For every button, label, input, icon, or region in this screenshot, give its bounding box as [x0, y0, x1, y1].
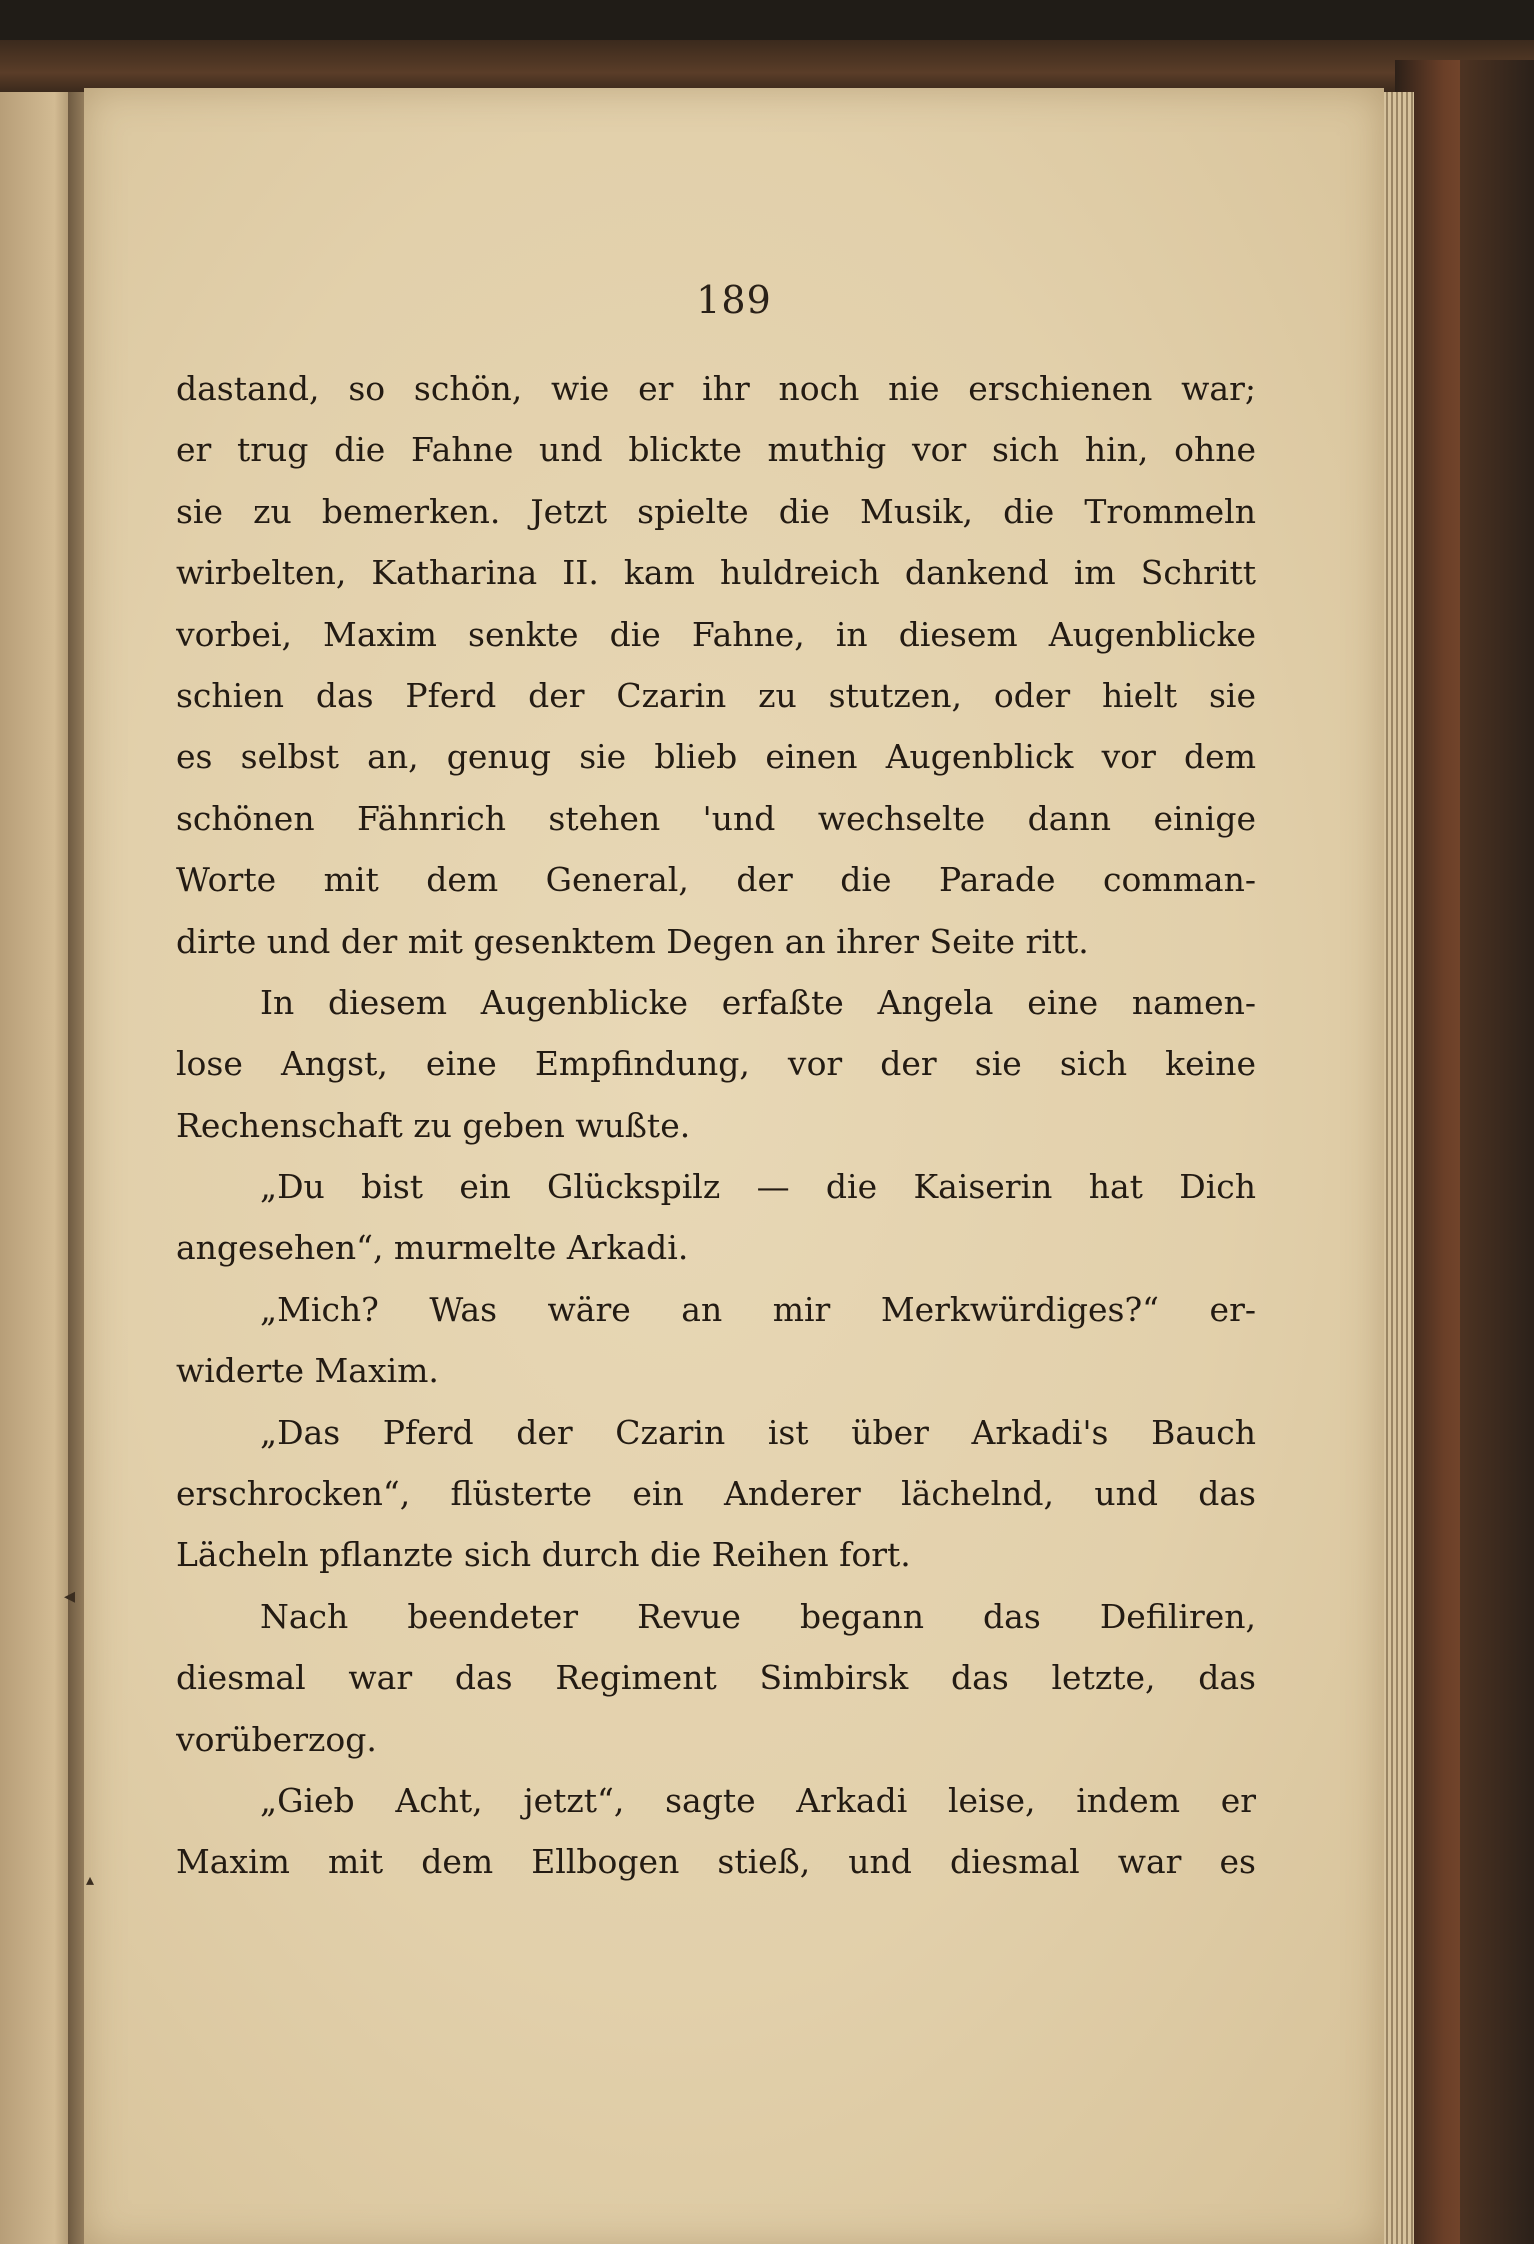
text-line: In diesem Augenblicke erfaßte Angela eine namen- — [260, 982, 1256, 1022]
text-line: schien das Pferd der Czarin zu stutzen, oder hielt sie — [176, 675, 1256, 715]
text-line: „Du bist ein Glückspilz — die Kaiserin hat Dich — [260, 1167, 1256, 1207]
text-line: schönen Fähnrich stehen 'und wechselte dann einige — [176, 798, 1256, 838]
text-line: diesmal war das Regiment Simbirsk das letzte, das — [176, 1658, 1256, 1698]
text-line: „Mich? Was wäre an mir Merkwürdiges?“ er- — [260, 1289, 1256, 1329]
text-line: Nach beendeter Revue begann das Defiliren, — [260, 1596, 1256, 1636]
text-line: vorüberzog. — [176, 1719, 377, 1759]
text-line: er trug die Fahne und blickte muthig vor sich hin, ohne — [176, 430, 1256, 470]
text-line: lose Angst, eine Empfindung, vor der sie sich keine — [176, 1044, 1256, 1084]
text-line: Worte mit dem General, der die Parade comman- — [176, 860, 1256, 900]
body-text — [176, 358, 1256, 1893]
page-number: 189 — [696, 278, 772, 322]
book-page — [84, 88, 1384, 2244]
margin-speck-mark: ◂ — [64, 1584, 76, 1609]
text-line: sie zu bemerken. Jetzt spielte die Musik, die Trommeln — [176, 491, 1256, 531]
text-line: dastand, so schön, wie er ihr noch nie erschienen war; — [176, 369, 1256, 408]
text-line: Maxim mit dem Ellbogen stieß, und diesmal war es — [176, 1842, 1256, 1882]
margin-tick-mark: ▴ — [86, 1870, 95, 1889]
text-line: dirte und der mit gesenktem Degen an ihrer Seite ritt. — [176, 921, 1089, 961]
text-line: vorbei, Maxim senkte die Fahne, in diesem Augenblicke — [176, 614, 1256, 654]
text-line: widerte Maxim. — [176, 1351, 439, 1391]
text-line: „Gieb Acht, jetzt“, sagte Arkadi leise, indem er — [260, 1780, 1256, 1820]
text-line: angesehen“, murmelte Arkadi. — [176, 1228, 689, 1268]
text-line: erschrocken“, flüsterte ein Anderer lächelnd, und das — [176, 1474, 1256, 1514]
text-line: Rechenschaft zu geben wußte. — [176, 1105, 691, 1145]
text-line: es selbst an, genug sie blieb einen Augenblick vor dem — [176, 737, 1256, 777]
text-line: wirbelten, Katharina II. kam huldreich dankend im Schritt — [176, 553, 1256, 593]
text-line: Lächeln pflanzte sich durch die Reihen fort. — [176, 1535, 911, 1575]
left-page-sliver — [0, 92, 78, 2244]
book-cover-spine-shadow — [1460, 60, 1534, 2244]
text-line: „Das Pferd der Czarin ist über Arkadi's Bauch — [260, 1412, 1256, 1452]
